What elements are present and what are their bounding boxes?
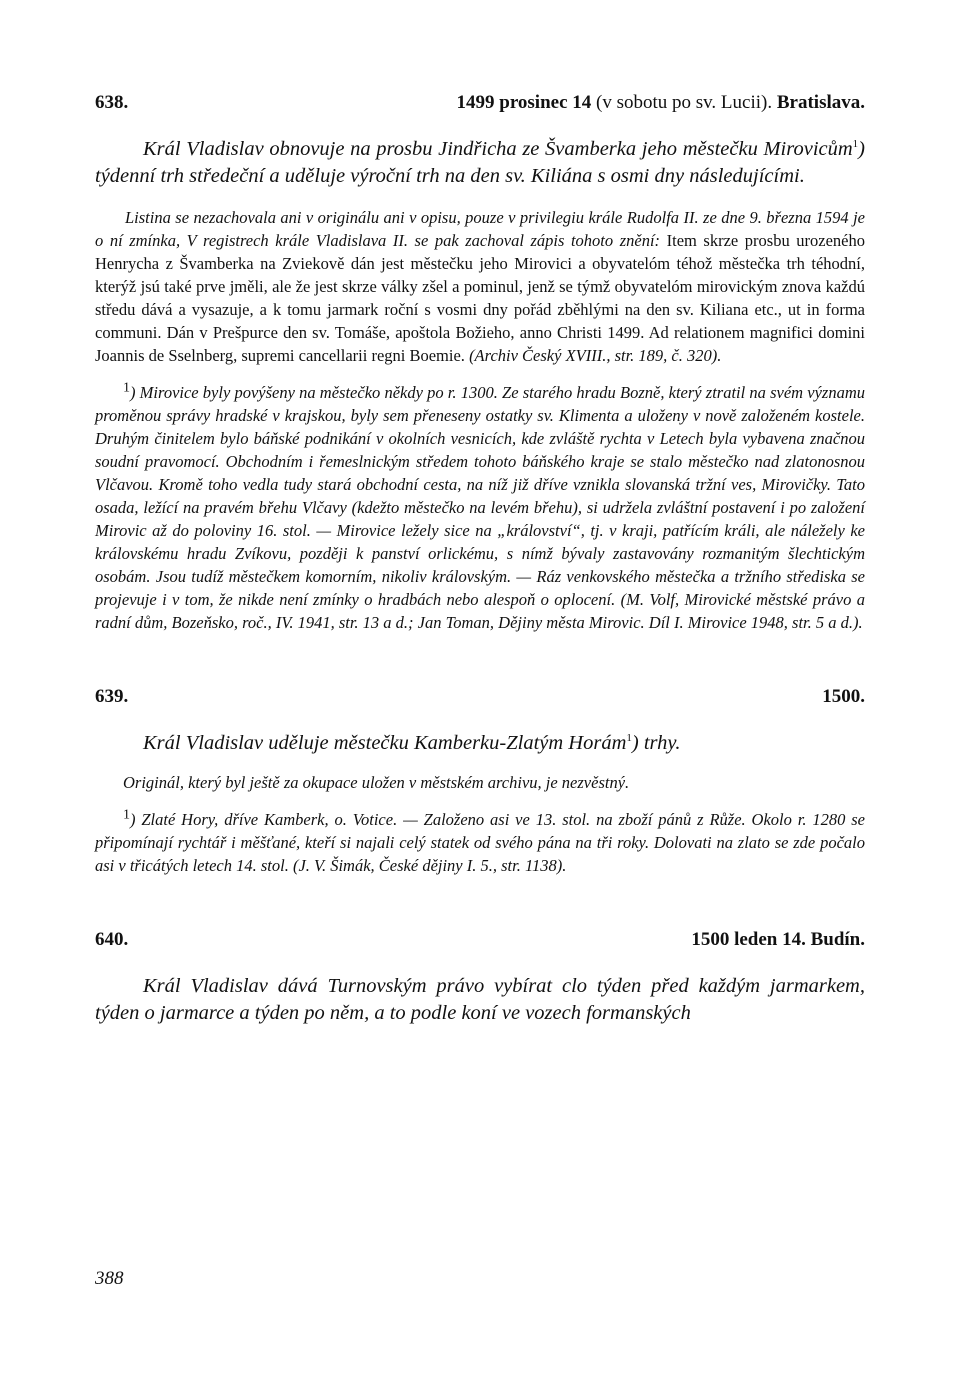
page-number: 388 <box>95 1268 124 1289</box>
regest-text-end: ) týdenní trh středeční a uděluje výroční trh na den sv. Kiliána s osmi dny následujícími. <box>95 138 865 187</box>
entry-638-footnote <box>95 381 865 634</box>
regest-text-end: ) trhy. <box>631 732 681 754</box>
regest-text: Král Vladislav obnovuje na prosbu Jindřicha ze Švamberka jeho městečku Mirovicům <box>143 138 853 160</box>
footnote-text: ) Mirovice byly povýšeny na městečko někdy po r. 1300. Ze starého hradu Bozně, který ztratil na svém významu proměnou správy hradské v krajskou, byly sem přeneseny ostatky sv. Klimenta a uloženy v nově založeném kostele. Druhým činitelem bylo báňské podnikání v okolních vesnicích, kde zvláště rychta v Letech byla vybavena značnou soudní pravomocí. Obchodním i řemeslnickým středem tohoto báňského kraje se stalo městečko nad zlatonosnou Vlčavou. Kromě toho vedla tudy stará obchodní cesta, na níž již dříve vznikla slovanská tržní ves, Mirovičky. Tato osada, ležící na pravém břehu Vlčavy (kdežto městečko na levém břehu), si udržela zvláštní postavení i po založení Mirovic až do poloviny 16. stol. — Mirovice ležely sice na „království“, tj. v kraji, patřícím králi, ale náležely ke královskému hradu Zvíkovu, později k panství orlickému, s nímž bývaly zastavovány rozmanitým šlechtickým osobám. Jsou tudíž městečkem komorním, nikoliv královským. — Ráz venkovského městečka a tržního střediska se projevuje i v tom, že nikde není zmínky o hradbách nebo alespoň o oplocení. (M. Volf, Mirovické městské právo a radní dům, Bozeňsko, roč., IV. 1941, str. 13 a d.; Jan Toman, Dějiny města Mirovic. Díl I. Mirovice 1948, str. 5 a d.). <box>95 383 865 632</box>
entry-date: 1500 leden 14. Budín. <box>691 929 865 950</box>
entry-639-footnote <box>95 808 865 877</box>
entry-638-regest <box>95 136 865 190</box>
footnote-marker: 1 <box>123 807 130 823</box>
entry-640-header <box>95 929 865 951</box>
footnote-marker: 1 <box>852 138 859 151</box>
source-transcript: Item skrze prosbu urozeného Henrycha z Švamberka na Zviekově dán jest městečku jeho Mirovici a obyvatelóm téhož městečka trh téhodní, kterýž jsú také prve jměli, ale že jest skrze války zšel a pominul, jenž se týmž obyvatelóm mirovickým znova každú středu dává a vysazuje, a k tomu jarmark roční s vosmi dny pořád zběhlými na den sv. Kiliana etc., ut in forma communi. Dán v Prešpurce den sv. Tomáše, apoštola Božieho, anno Christi 1499. Ad relationem magnifici domini Joannis de Sselnberg, supremi cancellarii regni Boemie. <box>95 231 865 365</box>
entry-638-source <box>95 206 865 367</box>
entry-number: 638. <box>95 92 129 113</box>
entry-number: 640. <box>95 929 129 950</box>
footnote-marker: 1 <box>626 732 632 745</box>
entry-date <box>457 92 866 114</box>
entry-639-regest <box>95 730 865 757</box>
entry-place: Bratislava. <box>776 92 865 113</box>
page-content <box>95 92 865 1027</box>
entry-638-header <box>95 92 865 114</box>
footnote-text: ) Zlaté Hory, dříve Kamberk, o. Votice. — Založeno asi ve 13. stol. na zboží pánů z Růže. Okolo r. 1280 se připomínají rychtář i měšťané, kteří si najali celý statek od svého pána na tři roky. Dolovati na zlato se zde počalo asi v třicátých letech 14. stol. (J. V. Šimák, České dějiny I. 5., str. 1138). <box>95 810 865 875</box>
entry-639-source: Originál, který byl ještě za okupace uložen v městském archivu, je nezvěstný. <box>123 773 630 792</box>
entry-date-plain: (v sobotu po sv. Lucii). <box>591 92 777 113</box>
source-citation: (Archiv Český XVIII., str. 189, č. 320). <box>469 346 722 365</box>
entry-date: 1500. <box>822 686 865 707</box>
entry-date-bold: 1499 prosinec 14 <box>456 92 592 113</box>
regest-text: Král Vladislav uděluje městečku Kamberku-Zlatým Horám <box>143 732 627 754</box>
entry-640-regest: Král Vladislav dává Turnovským právo vybírat clo týden před každým jarmarkem, týden o jarmarce a týden po něm, a to podle koní ve vozech formanských <box>95 975 865 1024</box>
footnote-marker: 1 <box>123 380 130 396</box>
entry-639-header <box>95 686 865 708</box>
source-note-italic: Listina se nezachovala ani v originálu ani v opisu, pouze v privilegiu krále Rudolfa II. ze dne 9. března 1594 je o ní zmínka, V registrech krále Vladislava II. se pak zachoval zápis tohoto znění: <box>95 208 865 250</box>
entry-number: 639. <box>95 686 129 707</box>
